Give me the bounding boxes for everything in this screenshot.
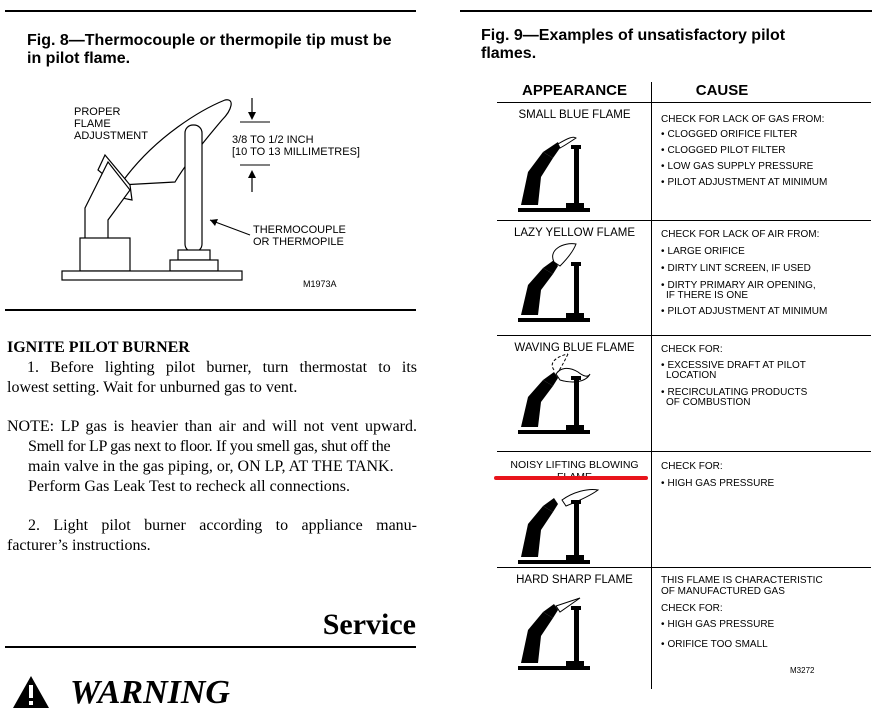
highlight-underline [494, 476, 648, 480]
table-row-rule-3 [497, 451, 871, 452]
table-row-rule-2 [497, 335, 871, 336]
cause-item: • RECIRCULATING PRODUCTS [661, 388, 861, 398]
fig8-dimension-label: 3/8 TO 1/2 INCH [10 TO 13 MILLIMETRES] [232, 134, 360, 158]
cause-item: • PILOT ADJUSTMENT AT MINIMUM [661, 307, 861, 317]
cause-item: • HIGH GAS PRESSURE [661, 620, 861, 630]
table-row-rule-1 [497, 220, 871, 221]
fig8-pilot-base [80, 238, 130, 271]
cause-item-cont: IF THERE IS ONE [666, 290, 749, 301]
pilot-hard-sharp-flame [518, 588, 608, 673]
cause-item: • DIRTY PRIMARY AIR OPENING, [661, 281, 861, 291]
fig8-bottom-rule [5, 309, 416, 311]
cause-item: • PILOT ADJUSTMENT AT MINIMUM [661, 178, 861, 188]
appearance-hard-sharp: HARD SHARP FLAME [516, 574, 633, 586]
pilot-waving-blue-flame [518, 352, 608, 437]
table-row-rule-4 [497, 567, 871, 568]
cause-item: • HIGH GAS PRESSURE [661, 479, 861, 489]
fig8-floor-plate [62, 271, 242, 280]
top-rule-right [460, 10, 872, 12]
cause-item: • CLOGGED PILOT FILTER [661, 146, 861, 156]
fig8-title: Fig. 8—Thermocouple or thermopile tip must be in pilot flame. [27, 32, 392, 67]
cause-head-5: THIS FLAME IS CHARACTERISTIC OF MANUFACTURED GAS [661, 575, 823, 597]
fig9-title: Fig. 9—Examples of unsatisfactory pilot flames. [481, 27, 786, 62]
appearance-small-blue: SMALL BLUE FLAME [518, 109, 631, 121]
cause-item: • ORIFICE TOO SMALL [661, 640, 861, 650]
col-cause-header: CAUSE [695, 82, 749, 99]
fig8-thermocouple-rod [185, 125, 202, 252]
cause-head-2: CHECK FOR LACK OF AIR FROM: [661, 229, 820, 240]
cause-item-cont: OF COMBUSTION [666, 397, 751, 408]
pilot-noisy-lifting-flame [518, 482, 608, 567]
cause-head-4: CHECK FOR: [661, 461, 723, 472]
fig8-thermocouple-collar [178, 250, 210, 260]
table-vertical-rule [651, 82, 652, 689]
cause-sub-5: CHECK FOR: [661, 603, 723, 614]
fig8-proper-label: PROPER FLAME ADJUSTMENT [74, 106, 148, 142]
cause-item-cont: LOCATION [666, 370, 717, 381]
appearance-waving-blue: WAVING BLUE FLAME [514, 342, 635, 354]
table-header-rule [497, 102, 871, 103]
paragraph-2: 2. Light pilot burner according to appliance manu- facturer’s instructions. [7, 517, 417, 554]
fig8-pilot-tube [85, 162, 130, 240]
cause-item: • LARGE ORIFICE [661, 247, 861, 257]
pilot-small-blue-flame [518, 130, 608, 215]
fig8-pilot-diagram [60, 90, 360, 285]
service-rule [5, 646, 416, 648]
warning-heading: WARNING [70, 674, 230, 711]
fig8-flame [120, 100, 231, 185]
cause-item: • CLOGGED ORIFICE FILTER [661, 130, 861, 140]
top-rule-left [5, 10, 416, 12]
fig9-code: M3272 [790, 666, 815, 675]
cause-item: • DIRTY LINT SCREEN, IF USED [661, 264, 861, 274]
service-heading: Service [322, 608, 416, 641]
fig8-thermocouple-label: THERMOCOUPLE OR THERMOPILE [253, 224, 346, 248]
fig8-thermocouple-base [170, 260, 218, 271]
cause-item: • LOW GAS SUPPLY PRESSURE [661, 162, 861, 172]
warning-triangle-icon [12, 675, 50, 709]
fig8-code: M1973A [303, 279, 337, 289]
pilot-lazy-yellow-flame [518, 240, 608, 325]
section-heading: IGNITE PILOT BURNER [7, 339, 190, 356]
paragraph-1: 1. Before lighting pilot burner, turn thermostat to its lowest setting. Wait for unburned gas to vent. [7, 359, 417, 396]
note-paragraph: NOTE: LP gas is heavier than air and will not vent upward. Smell for LP gas next to floor. If you smell gas, shut off the main valve in the gas piping, or, ON LP, AT THE TANK. Perform Gas Leak Test to recheck all connections. [7, 418, 417, 495]
col-appearance-header: APPEARANCE [521, 82, 627, 99]
cause-head-1: CHECK FOR LACK OF GAS FROM: [661, 114, 825, 125]
cause-head-3: CHECK FOR: [661, 344, 723, 355]
appearance-lazy-yellow: LAZY YELLOW FLAME [513, 227, 635, 239]
appearance-noisy-lifting: NOISY LIFTING BLOWING [510, 459, 639, 471]
cause-item: • EXCESSIVE DRAFT AT PILOT [661, 361, 861, 371]
